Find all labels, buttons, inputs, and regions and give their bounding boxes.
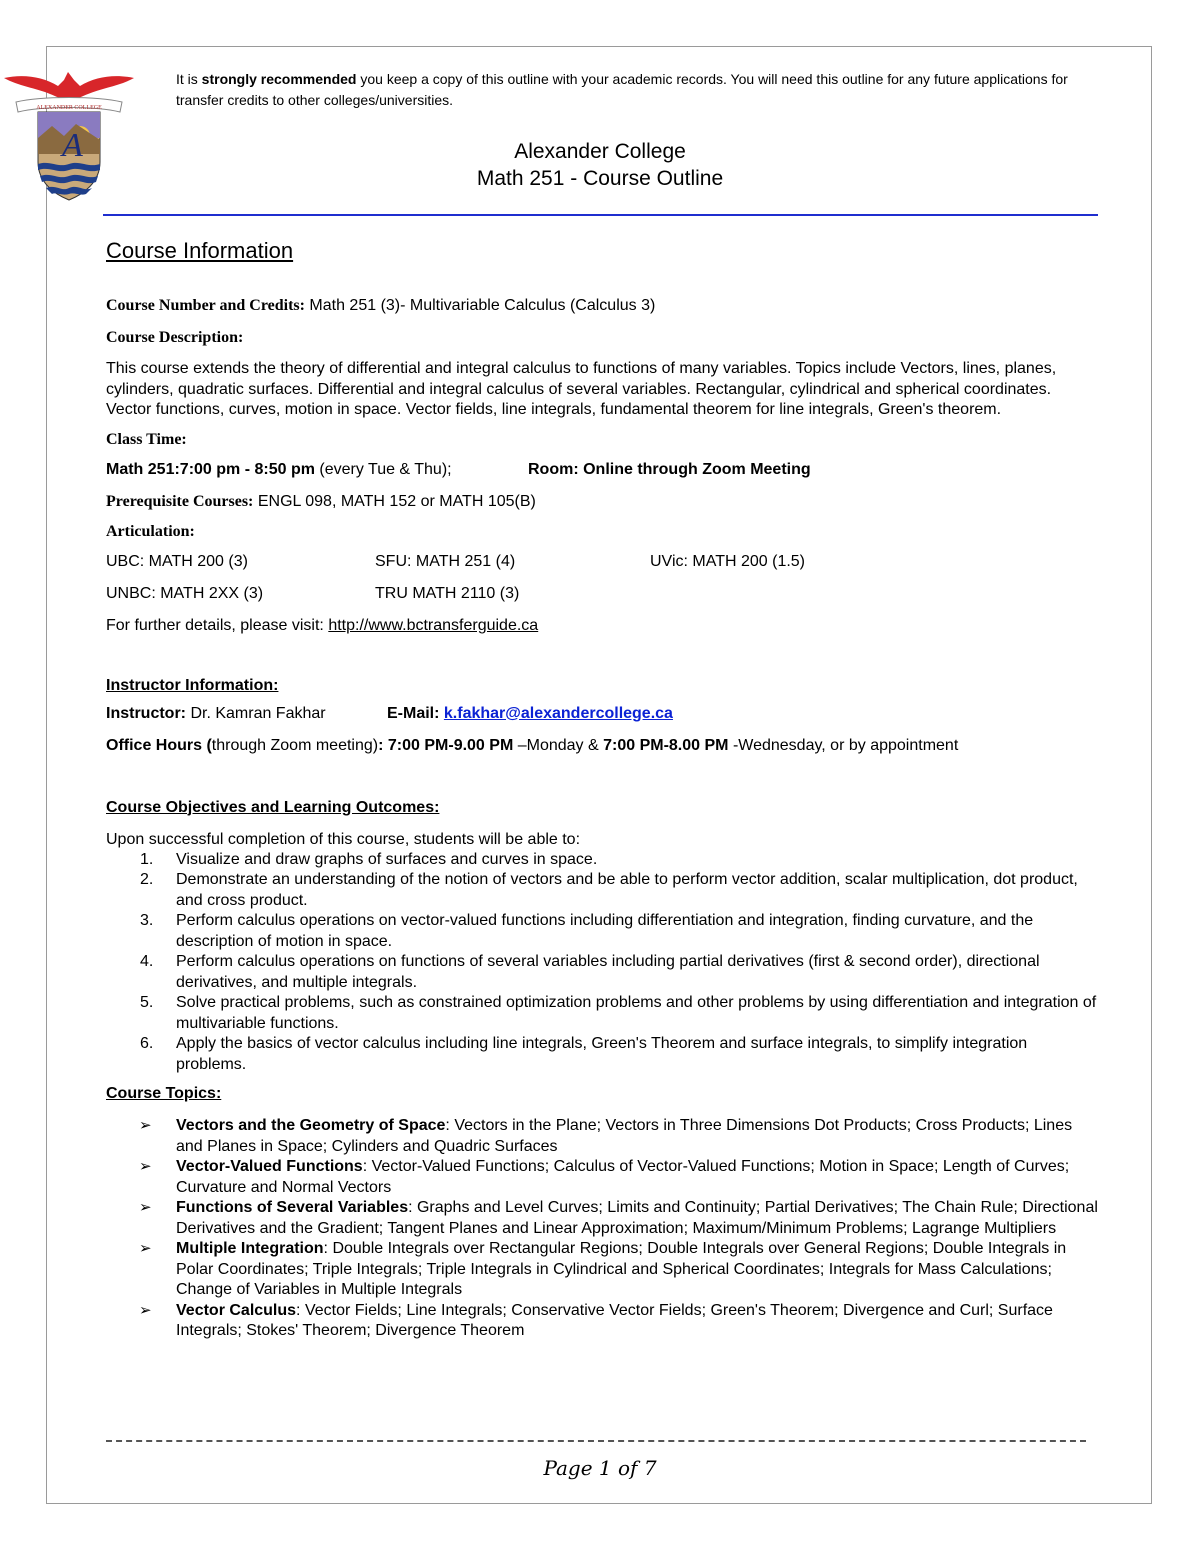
class-days: (every Tue & Thu);	[314, 460, 452, 478]
arrow-bullet-icon: ➢	[139, 1158, 152, 1175]
instructor-line	[106, 705, 1098, 725]
course-topics-heading: Course Topics:	[106, 1085, 222, 1102]
list-item	[106, 1116, 1098, 1157]
list-number: 5.	[140, 994, 154, 1011]
arrow-bullet-icon: ➢	[139, 1301, 152, 1319]
instructor-information-heading: Instructor Information:	[106, 676, 279, 694]
articulation-ubc: UBC: MATH 200 (3)	[106, 552, 248, 570]
list-item	[106, 1198, 1098, 1239]
main-content	[106, 236, 1098, 1342]
topic-text: : Vector Fields; Line Integrals; Conservative Vector Fields; Green's Theorem; Divergence and Curl; Surface Integrals; Stokes' Theorem; Divergence Theorem	[176, 1301, 1053, 1339]
class-time-label: Class Time:	[106, 430, 187, 448]
list-number: 6.	[140, 1035, 154, 1052]
articulation-uvic: UVic: MATH 200 (1.5)	[650, 552, 806, 570]
instructor-email-link[interactable]: k.fakhar@alexandercollege.ca	[443, 704, 673, 722]
list-item	[106, 1157, 1098, 1198]
notice-emphasis: strongly recommended	[201, 71, 357, 87]
instructor-name: Dr. Kamran Fakhar	[186, 704, 326, 722]
list-item	[106, 1301, 1098, 1342]
list-item-text: Solve practical problems, such as constrained optimization problems and other problems by using differentiation and integration of multivariable functions.	[176, 994, 1097, 1032]
list-number: 4.	[140, 953, 154, 970]
course-description-label: Course Description:	[106, 329, 244, 346]
objectives-intro: Upon successful completion of this course, students will be able to:	[106, 830, 581, 848]
list-item	[106, 1239, 1098, 1301]
list-item	[106, 870, 1098, 911]
records-notice	[176, 69, 1076, 111]
office-hours-colon: :	[378, 736, 388, 754]
svg-text:A: A	[62, 127, 83, 164]
topics-list	[106, 1116, 1098, 1342]
arrow-bullet-icon: ➢	[139, 1117, 152, 1134]
office-hours-time-2: 7:00 PM-8.00 PM	[603, 736, 729, 754]
topic-text: : Graphs and Level Curves; Limits and Continuity; Partial Derivatives; The Chain Rule; Directional Derivatives and the Gradient; Tangent Planes and Linear Approximation; Maximum/Minimum Problems; Lagrange Multipliers	[176, 1199, 1098, 1237]
further-details-text: For further details, please visit:	[106, 616, 329, 634]
topic-text: : Vectors in the Plane; Vectors in Three Dimensions Dot Products; Cross Products; Lines and Planes in Space; Cylinders and Quadric Surfaces	[176, 1117, 1073, 1155]
articulation-row-1	[106, 553, 1098, 573]
list-item	[106, 1034, 1098, 1075]
topic-title: Vectors and the Geometry of Space	[176, 1117, 446, 1134]
class-time-line	[106, 461, 1098, 481]
topic-title: Vector-Valued Functions	[176, 1158, 363, 1175]
arrow-bullet-icon: ➢	[139, 1240, 152, 1257]
list-item-text: Apply the basics of vector calculus including line integrals, Green's Theorem and surface integrals, to simplify integration problems.	[176, 1035, 1028, 1073]
prerequisite-value: ENGL 098, MATH 152 or MATH 105(B)	[253, 492, 536, 510]
office-hours-day-1: –Monday &	[513, 736, 604, 754]
topic-title: Functions of Several Variables	[176, 1199, 409, 1216]
course-number-label: Course Number and Credits:	[106, 297, 305, 314]
instructor-label: Instructor:	[106, 704, 186, 722]
office-hours-line	[106, 737, 1098, 755]
list-item	[106, 993, 1098, 1034]
notice-rest: you keep a copy of this outline with your academic records. You will need this outline for any future applications for transfer credits to other colleges/universities.	[176, 71, 1068, 108]
office-hours-mode: through Zoom meeting)	[211, 736, 379, 754]
further-details-line	[106, 617, 1098, 635]
articulation-unbc: UNBC: MATH 2XX (3)	[106, 584, 264, 602]
list-item	[106, 850, 1098, 871]
list-item-text: Perform calculus operations on functions of several variables including partial derivatives (first & second order), directional derivatives, and multiple integrals.	[176, 953, 1040, 991]
objectives-list	[106, 850, 1098, 1076]
prerequisite-line	[106, 493, 1098, 511]
course-information-heading: Course Information	[106, 238, 294, 263]
office-hours-day-2: -Wednesday, or by appointment	[728, 736, 959, 754]
list-number: 1.	[140, 850, 154, 868]
list-number: 2.	[140, 871, 154, 888]
room-info: Room: Online through Zoom Meeting	[528, 460, 811, 478]
bctransferguide-link[interactable]: http://www.bctransferguide.ca	[328, 616, 539, 634]
header-rule	[103, 214, 1098, 216]
svg-text:ALEXANDER COLLEGE: ALEXANDER COLLEGE	[36, 105, 102, 111]
topic-title: Vector Calculus	[176, 1301, 297, 1319]
document-header	[100, 138, 1100, 192]
articulation-tru: TRU MATH 2110 (3)	[375, 584, 520, 602]
list-item	[106, 952, 1098, 993]
objectives-heading: Course Objectives and Learning Outcomes:	[106, 798, 440, 816]
articulation-sfu: SFU: MATH 251 (4)	[375, 552, 516, 570]
footer-divider	[106, 1440, 1086, 1442]
office-hours-label: Office Hours (	[106, 736, 212, 754]
articulation-label: Articulation:	[106, 522, 195, 540]
list-item-text: Demonstrate an understanding of the notion of vectors and be able to perform vector addition, scalar multiplication, dot product, and cross product.	[176, 871, 1078, 909]
articulation-row-2	[106, 585, 1098, 605]
college-name: Alexander College	[514, 140, 686, 163]
arrow-bullet-icon: ➢	[139, 1199, 152, 1216]
course-description: This course extends the theory of differential and integral calculus to functions of many variables. Topics include Vectors, lines, planes, cylinders, quadratic surfaces. Differential and integral calculus of several variables. Rectangular, cylindrical and spherical coordinates. Vector functions, curves, motion in space. Vector fields, line integrals, fundamental theorem for line integrals, Green's theorem.	[106, 360, 1057, 418]
course-number-line	[106, 297, 1098, 315]
class-time-value: Math 251:7:00 pm - 8:50 pm	[106, 460, 315, 478]
outline-title: Math 251 - Course Outline	[476, 167, 724, 190]
list-item	[106, 911, 1098, 952]
topic-title: Multiple Integration	[176, 1240, 324, 1257]
notice-prefix: It is	[176, 71, 202, 87]
prerequisite-label: Prerequisite Courses:	[106, 492, 254, 510]
list-item-text: Visualize and draw graphs of surfaces and curves in space.	[176, 850, 598, 868]
list-number: 3.	[140, 912, 154, 929]
list-item-text: Perform calculus operations on vector-valued functions including differentiation and integration, finding curvature, and the description of motion in space.	[176, 912, 1034, 950]
course-number-value: Math 251 (3)- Multivariable Calculus (Calculus 3)	[304, 297, 656, 314]
topic-text: : Vector-Valued Functions; Calculus of Vector-Valued Functions; Motion in Space; Length of Curves; Curvature and Normal Vectors	[176, 1158, 1070, 1196]
office-hours-time-1: 7:00 PM-9.00 PM	[387, 736, 514, 754]
page-number: Page 1 of 7	[543, 1456, 657, 1480]
email-label: E-Mail:	[387, 704, 444, 722]
topic-text: : Double Integrals over Rectangular Regions; Double Integrals over General Regions; Double Integrals in Polar Coordinates; Triple Integrals; Triple Integrals in Cylindrical and Spherical Coordinates; Integrals for Mass Calculations; Change of Variables in Multiple Integrals	[176, 1240, 1067, 1298]
